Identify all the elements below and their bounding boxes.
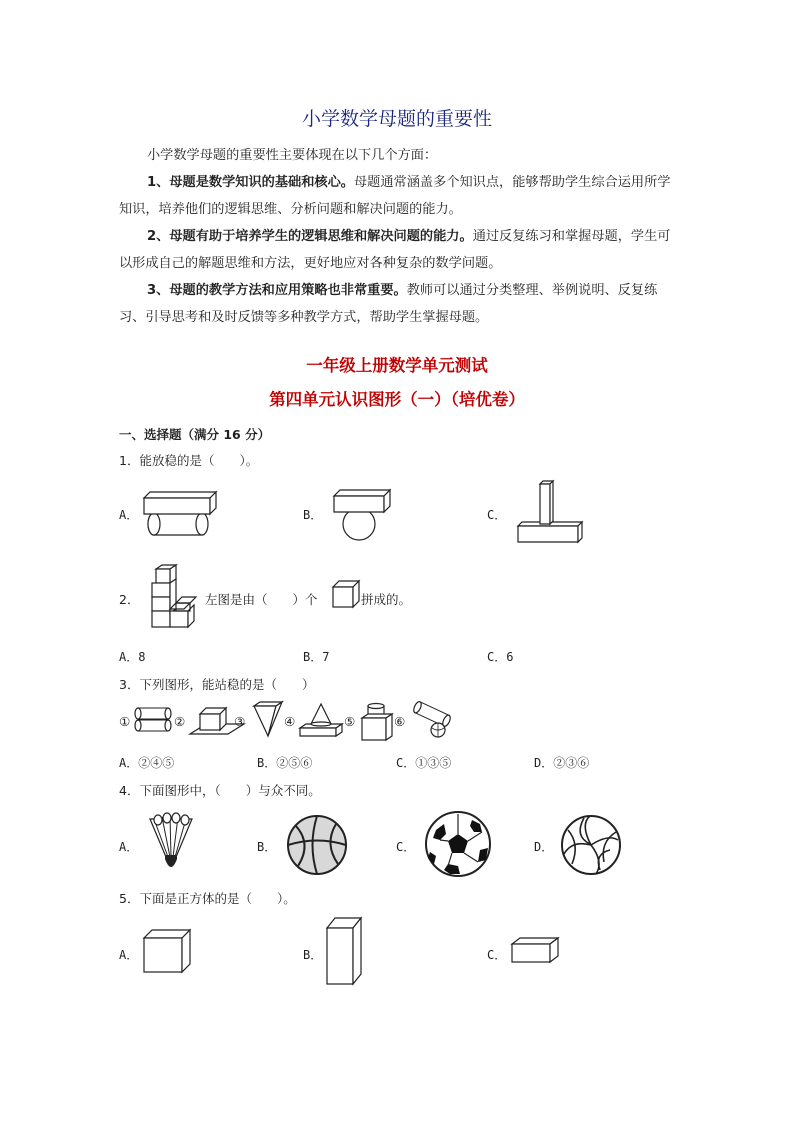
q4-a-shuttlecock-figure (146, 813, 196, 875)
q2-unit-cube-icon (331, 580, 361, 610)
q4-option-b[interactable]: B． (257, 840, 277, 854)
q3-label-3: ③ (234, 714, 246, 729)
question-4: 4．下面图形中，（ ）与众不同。 (119, 783, 321, 798)
q3-fig4-cone-on-box (298, 702, 346, 740)
test-title: 一年级上册数学单元测试 (306, 356, 488, 375)
q3-option-d[interactable]: D．②③⑥ (534, 756, 590, 770)
q1-c-prism-on-box-figure (516, 480, 586, 544)
q5-option-c[interactable]: C． (487, 948, 507, 962)
question-1: 1．能放稳的是（ ）。 (119, 453, 259, 468)
intro-title: 小学数学母题的重要性 (301, 108, 492, 130)
q4-option-d[interactable]: D． (534, 840, 554, 854)
question-2-text-before: 左图是由（ ）个 (205, 592, 318, 607)
intro-point-2-text: 通过反复练习和掌握母题，学生可以形成自己的解题思维和方法，更好地应对各种复杂的数学问题。 (119, 229, 671, 271)
q3-option-c[interactable]: C．①③⑤ (396, 756, 452, 770)
q3-fig5-cylinder-on-cube (360, 702, 396, 742)
intro-point-1-text: 母题通常涵盖多个知识点，能够帮助学生综合运用所学知识，培养他们的逻辑思维、分析问题和解决问题的能力。 (119, 175, 671, 217)
intro-point-3-bold: 3、母题的教学方法和应用策略也非常重要。 (147, 283, 407, 298)
q3-label-4: ④ (284, 714, 296, 729)
q5-b-tall-prism-figure (325, 916, 365, 988)
q4-option-c[interactable]: C． (396, 840, 416, 854)
question-2-number: 2． (119, 592, 140, 607)
section-heading: 一、选择题（满分 16 分） (119, 427, 271, 442)
intro-point-3 (119, 277, 679, 331)
intro-point-1 (119, 169, 679, 223)
q1-option-a[interactable]: A． (119, 508, 139, 522)
q3-fig3-inverted-pyramid (252, 700, 286, 740)
q3-label-6: ⑥ (394, 714, 406, 729)
q3-option-a[interactable]: A．②④⑤ (119, 756, 175, 770)
q1-b-box-on-ball-figure (332, 488, 396, 542)
intro-point-3-text: 教师可以通过分类整理、举例说明、反复练习、引导思考和及时反馈等多种教学方式，帮助学生掌握母题。 (119, 283, 658, 325)
q5-a-cube-figure (142, 928, 194, 976)
intro-point-2-bold: 2、母题有助于培养学生的逻辑思维和解决问题的能力。 (147, 229, 473, 244)
q3-label-5: ⑤ (344, 714, 356, 729)
q4-d-volleyball-figure (560, 814, 622, 876)
q2-option-b[interactable]: B．7 (303, 650, 330, 664)
q1-option-b[interactable]: B． (303, 508, 323, 522)
q3-fig1-lying-cylinders (134, 706, 174, 736)
test-subtitle: 第四单元认识图形（一）（培优卷） (269, 390, 525, 409)
question-3: 3．下列图形，能站稳的是（ ） (119, 677, 315, 692)
q3-fig6-cylinder-on-ball (410, 700, 456, 740)
q1-a-box-on-cylinder-figure (142, 490, 222, 540)
q3-label-2: ② (174, 714, 186, 729)
q3-option-b[interactable]: B．②⑤⑥ (257, 756, 313, 770)
intro-point-1-bold: 1、母题是数学知识的基础和核心。 (147, 175, 354, 190)
q4-option-a[interactable]: A． (119, 840, 139, 854)
intro-lead: 小学数学母题的重要性主要体现在以下几个方面： (147, 148, 438, 163)
q2-option-c[interactable]: C．6 (487, 650, 514, 664)
q5-option-a[interactable]: A． (119, 948, 139, 962)
question-2-text-after: 拼成的。 (361, 592, 412, 607)
q2-stacked-cubes-figure (150, 565, 202, 629)
q3-label-1: ① (119, 714, 131, 729)
q4-c-soccer-ball-figure (424, 810, 492, 878)
q2-option-a[interactable]: A．8 (119, 650, 146, 664)
q5-c-flat-prism-figure (510, 936, 562, 966)
q1-option-c[interactable]: C． (487, 508, 507, 522)
intro-point-2 (119, 223, 679, 277)
q5-option-b[interactable]: B． (303, 948, 323, 962)
q4-b-basketball-figure (286, 814, 348, 876)
question-5: 5．下面是正方体的是（ ）。 (119, 891, 296, 906)
